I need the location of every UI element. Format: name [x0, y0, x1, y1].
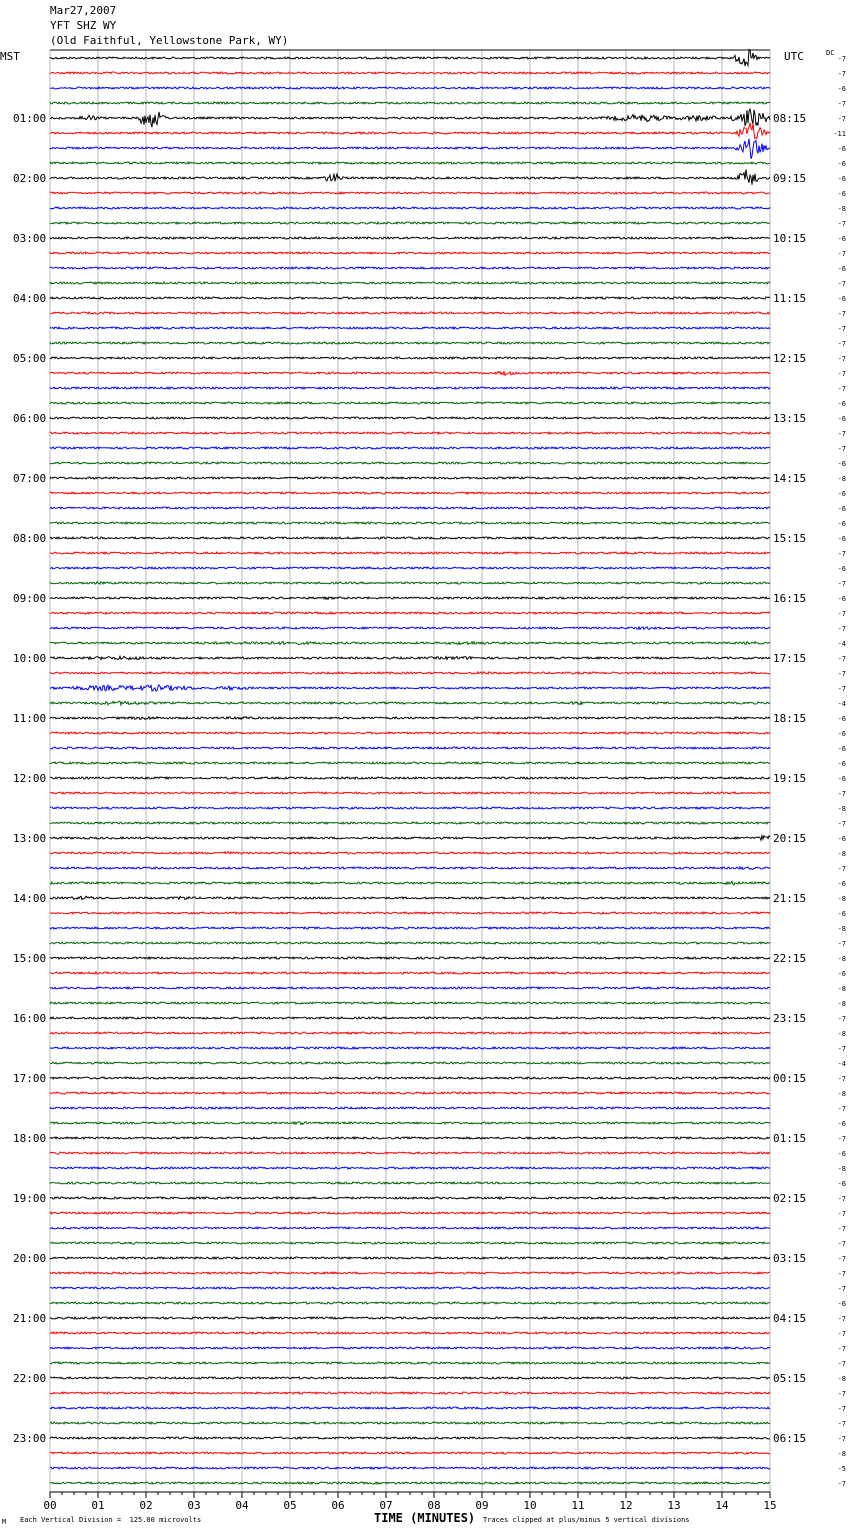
dc-offset-22: -7 [837, 385, 846, 393]
dc-offset-75: -6 [837, 1180, 846, 1188]
trace-48 [50, 777, 770, 779]
dc-offset-33: -7 [837, 550, 846, 558]
x-tick-label: 03 [187, 1499, 201, 1512]
trace-71 [50, 1122, 770, 1125]
dc-offset-35: -7 [837, 580, 846, 588]
trace-19 [50, 342, 770, 344]
trace-6 [50, 139, 770, 159]
dc-offset-92: -7 [837, 1435, 846, 1443]
dc-offset-14: -6 [837, 265, 846, 273]
dc-offset-24: -6 [837, 415, 846, 423]
trace-80 [50, 1257, 770, 1259]
trace-34 [50, 567, 770, 569]
trace-70 [50, 1107, 770, 1109]
right-hour-label: 15:15 [773, 532, 807, 545]
dc-offset-89: -7 [837, 1390, 846, 1398]
dc-offset-27: -6 [837, 460, 846, 468]
trace-94 [50, 1467, 770, 1469]
trace-75 [50, 1182, 770, 1184]
dc-offset-30: -6 [837, 505, 846, 513]
trace-78 [50, 1227, 770, 1229]
dc-offset-62: -8 [837, 985, 846, 993]
dc-offset-87: -7 [837, 1360, 846, 1368]
dc-offset-1: -7 [837, 70, 846, 78]
dc-offset-38: -7 [837, 625, 846, 633]
right-hour-label: 08:15 [773, 112, 807, 125]
left-hour-label: 03:00 [13, 232, 47, 245]
dc-offset-17: -7 [837, 310, 846, 318]
seismic-traces [50, 50, 846, 1489]
clip-note: Traces clipped at plus/minus 5 vertical divisions [483, 1516, 690, 1524]
dc-offset-56: -8 [837, 895, 846, 903]
trace-90 [50, 1407, 770, 1409]
dc-offset-95: -7 [837, 1480, 846, 1488]
trace-42 [50, 685, 770, 691]
trace-29 [50, 492, 770, 494]
dc-offset-82: -7 [837, 1285, 846, 1293]
left-hour-label: 20:00 [13, 1252, 47, 1265]
trace-30 [50, 507, 770, 509]
right-hour-label: 04:15 [773, 1312, 807, 1325]
right-hour-label: 19:15 [773, 772, 807, 785]
dc-offset-31: -6 [837, 520, 846, 528]
right-hour-label: 00:15 [773, 1072, 807, 1085]
trace-55 [50, 881, 770, 885]
x-tick-label: 06 [331, 1499, 345, 1512]
left-timezone-label: MST [0, 50, 20, 63]
trace-76 [50, 1197, 770, 1199]
dc-offset-88: -8 [837, 1375, 846, 1383]
dc-offset-49: -7 [837, 790, 846, 798]
left-hour-label: 04:00 [13, 292, 47, 305]
trace-5 [50, 123, 770, 139]
x-tick-label: 00 [43, 1499, 57, 1512]
trace-41 [50, 672, 770, 674]
dc-offset-6: -6 [837, 145, 846, 153]
dc-offset-46: -6 [837, 745, 846, 753]
trace-53 [50, 852, 770, 855]
trace-39 [50, 641, 770, 644]
dc-offset-76: -7 [837, 1195, 846, 1203]
dc-offset-55: -6 [837, 880, 846, 888]
x-tick-label: 01 [91, 1499, 105, 1512]
right-hour-label: 18:15 [773, 712, 807, 725]
dc-offset-61: -6 [837, 970, 846, 978]
dc-offset-47: -6 [837, 760, 846, 768]
dc-offset-40: -7 [837, 655, 846, 663]
trace-89 [50, 1392, 770, 1394]
right-hour-label: 21:15 [773, 892, 807, 905]
dc-offset-45: -6 [837, 730, 846, 738]
dc-offset-63: -8 [837, 1000, 846, 1008]
dc-offset-54: -7 [837, 865, 846, 873]
trace-17 [50, 312, 770, 314]
trace-13 [50, 252, 770, 254]
trace-52 [50, 836, 770, 841]
trace-4 [50, 109, 770, 127]
x-axis-title: TIME (MINUTES) [374, 1511, 476, 1525]
trace-72 [50, 1137, 770, 1139]
trace-46 [50, 747, 770, 749]
left-hour-label: 15:00 [13, 952, 47, 965]
trace-69 [50, 1092, 770, 1094]
x-tick-label: 04 [235, 1499, 249, 1512]
dc-offset-90: -7 [837, 1405, 846, 1413]
trace-63 [50, 1002, 770, 1004]
left-hour-label: 17:00 [13, 1072, 47, 1085]
trace-73 [50, 1152, 770, 1154]
dc-offset-16: -6 [837, 295, 846, 303]
left-hour-label: 14:00 [13, 892, 47, 905]
dc-offset-10: -8 [837, 205, 846, 213]
left-hour-label: 08:00 [13, 532, 47, 545]
dc-offset-9: -6 [837, 190, 846, 198]
trace-2 [50, 87, 770, 89]
dc-offset-18: -7 [837, 325, 846, 333]
dc-offset-70: -7 [837, 1105, 846, 1113]
right-hour-label: 05:15 [773, 1372, 807, 1385]
dc-offset-93: -8 [837, 1450, 846, 1458]
dc-offset-29: -6 [837, 490, 846, 498]
trace-83 [50, 1302, 770, 1304]
scale-note: Each Vertical Division = 125.00 microvolts [20, 1516, 202, 1524]
left-hour-label: 21:00 [13, 1312, 47, 1325]
dc-offset-65: -8 [837, 1030, 846, 1038]
left-hour-label: 11:00 [13, 712, 47, 725]
trace-60 [50, 957, 770, 959]
dc-offset-41: -7 [837, 670, 846, 678]
trace-77 [50, 1212, 770, 1214]
dc-offset-15: -7 [837, 280, 846, 288]
trace-58 [50, 927, 770, 929]
trace-66 [50, 1047, 770, 1049]
dc-offset-57: -6 [837, 910, 846, 918]
trace-81 [50, 1272, 770, 1274]
corner-mark: M [2, 1518, 7, 1526]
dc-offset-26: -7 [837, 445, 846, 453]
trace-15 [50, 282, 770, 284]
dc-offset-39: -4 [837, 640, 846, 648]
trace-64 [50, 1017, 770, 1019]
dc-offset-60: -8 [837, 955, 846, 963]
dc-offset-37: -7 [837, 610, 846, 618]
right-hour-label: 01:15 [773, 1132, 807, 1145]
right-hour-label: 17:15 [773, 652, 807, 665]
dc-offset-91: -7 [837, 1420, 846, 1428]
dc-offset-71: -6 [837, 1120, 846, 1128]
left-hour-label: 18:00 [13, 1132, 47, 1145]
dc-offset-74: -8 [837, 1165, 846, 1173]
trace-28 [50, 477, 770, 479]
x-tick-label: 14 [715, 1499, 729, 1512]
right-hour-label: 09:15 [773, 172, 807, 185]
dc-offset-4: -7 [837, 115, 846, 123]
dc-offset-59: -7 [837, 940, 846, 948]
trace-67 [50, 1062, 770, 1064]
trace-25 [50, 432, 770, 434]
trace-74 [50, 1167, 770, 1169]
trace-24 [50, 417, 770, 419]
header-location: (Old Faithful, Yellowstone Park, WY) [50, 34, 289, 47]
dc-offset-44: -6 [837, 715, 846, 723]
trace-22 [50, 387, 770, 389]
dc-offset-67: -4 [837, 1060, 846, 1068]
left-hour-label: 02:00 [13, 172, 47, 185]
right-hour-label: 12:15 [773, 352, 807, 365]
trace-37 [50, 612, 770, 614]
trace-93 [50, 1452, 770, 1454]
header-station: YFT SHZ WY [50, 19, 117, 32]
dc-offset-69: -8 [837, 1090, 846, 1098]
dc-offset-94: -5 [837, 1465, 846, 1473]
trace-62 [50, 987, 770, 989]
right-hour-label: 06:15 [773, 1432, 807, 1445]
dc-offset-0: -7 [837, 55, 846, 63]
dc-offset-73: -6 [837, 1150, 846, 1158]
dc-offset-20: -7 [837, 355, 846, 363]
dc-offset-34: -6 [837, 565, 846, 573]
x-tick-label: 13 [667, 1499, 681, 1512]
dc-offset-13: -7 [837, 250, 846, 258]
x-tick-label: 07 [379, 1499, 393, 1512]
dc-offset-79: -7 [837, 1240, 846, 1248]
trace-1 [50, 72, 770, 74]
dc-offset-86: -7 [837, 1345, 846, 1353]
dc-offset-58: -8 [837, 925, 846, 933]
trace-12 [50, 237, 770, 239]
x-tick-label: 15 [763, 1499, 777, 1512]
right-hour-label: 02:15 [773, 1192, 807, 1205]
trace-57 [50, 912, 770, 914]
trace-10 [50, 207, 770, 209]
dc-offset-72: -7 [837, 1135, 846, 1143]
dc-offset-19: -7 [837, 340, 846, 348]
trace-35 [50, 582, 770, 584]
x-tick-label: 10 [523, 1499, 537, 1512]
dc-offset-52: -6 [837, 835, 846, 843]
left-hour-label: 22:00 [13, 1372, 47, 1385]
dc-offset-8: -6 [837, 175, 846, 183]
dc-offset-81: -7 [837, 1270, 846, 1278]
dc-offset-77: -7 [837, 1210, 846, 1218]
dc-offset-25: -7 [837, 430, 846, 438]
right-hour-label: 10:15 [773, 232, 807, 245]
dc-offset-3: -7 [837, 100, 846, 108]
trace-68 [50, 1077, 770, 1079]
left-hour-label: 01:00 [13, 112, 47, 125]
dc-offset-80: -7 [837, 1255, 846, 1263]
trace-8 [50, 169, 770, 184]
trace-16 [50, 297, 770, 299]
trace-21 [50, 372, 770, 376]
right-hour-label: 03:15 [773, 1252, 807, 1265]
trace-31 [50, 522, 770, 524]
x-tick-label: 05 [283, 1499, 297, 1512]
trace-45 [50, 732, 770, 734]
trace-23 [50, 402, 770, 404]
dc-offset-11: -7 [837, 220, 846, 228]
trace-3 [50, 102, 770, 104]
trace-32 [50, 537, 770, 539]
trace-47 [50, 762, 770, 764]
right-hour-label: 14:15 [773, 472, 807, 485]
trace-59 [50, 942, 770, 944]
trace-95 [50, 1482, 770, 1484]
dc-offset-23: -6 [837, 400, 846, 408]
dc-label: DC [826, 49, 835, 57]
left-hour-label: 07:00 [13, 472, 47, 485]
trace-51 [50, 822, 770, 824]
trace-26 [50, 447, 770, 449]
trace-85 [50, 1332, 770, 1334]
right-hour-label: 22:15 [773, 952, 807, 965]
minute-gridlines [50, 50, 770, 1492]
dc-offset-36: -6 [837, 595, 846, 603]
dc-offset-68: -7 [837, 1075, 846, 1083]
dc-offset-51: -7 [837, 820, 846, 828]
trace-49 [50, 792, 770, 794]
trace-56 [50, 896, 770, 899]
left-hour-label: 19:00 [13, 1192, 47, 1205]
trace-91 [50, 1422, 770, 1424]
trace-84 [50, 1317, 770, 1319]
trace-20 [50, 357, 770, 359]
dc-offset-42: -7 [837, 685, 846, 693]
trace-7 [50, 162, 770, 164]
dc-offset-28: -8 [837, 475, 846, 483]
dc-offset-21: -7 [837, 370, 846, 378]
left-hour-label: 23:00 [13, 1432, 47, 1445]
x-tick-label: 02 [139, 1499, 153, 1512]
trace-0 [50, 50, 770, 67]
trace-50 [50, 807, 770, 809]
x-tick-label: 12 [619, 1499, 633, 1512]
x-axis [43, 1492, 776, 1512]
right-timezone-label: UTC [784, 50, 804, 63]
dc-offset-5: -11 [833, 130, 846, 138]
dc-offset-32: -6 [837, 535, 846, 543]
dc-offset-64: -7 [837, 1015, 846, 1023]
left-hour-label: 12:00 [13, 772, 47, 785]
right-hour-label: 16:15 [773, 592, 807, 605]
trace-11 [50, 222, 770, 224]
dc-offset-12: -6 [837, 235, 846, 243]
trace-40 [50, 656, 770, 659]
dc-offset-50: -8 [837, 805, 846, 813]
left-hour-label: 10:00 [13, 652, 47, 665]
trace-44 [50, 717, 770, 720]
x-tick-label: 11 [571, 1499, 585, 1512]
left-hour-label: 06:00 [13, 412, 47, 425]
dc-offset-53: -8 [837, 850, 846, 858]
trace-38 [50, 627, 770, 630]
trace-65 [50, 1032, 770, 1034]
dc-offset-66: -7 [837, 1045, 846, 1053]
dc-offset-85: -7 [837, 1330, 846, 1338]
x-tick-label: 08 [427, 1499, 441, 1512]
left-hour-label: 05:00 [13, 352, 47, 365]
trace-92 [50, 1437, 770, 1439]
trace-9 [50, 192, 770, 194]
right-hour-label: 23:15 [773, 1012, 807, 1025]
right-hour-label: 13:15 [773, 412, 807, 425]
trace-87 [50, 1362, 770, 1364]
left-hour-label: 16:00 [13, 1012, 47, 1025]
trace-86 [50, 1347, 770, 1349]
trace-27 [50, 462, 770, 464]
dc-offset-48: -6 [837, 775, 846, 783]
left-hour-label: 09:00 [13, 592, 47, 605]
header-date: Mar27,2007 [50, 4, 117, 17]
dc-offset-43: -4 [837, 700, 846, 708]
trace-14 [50, 267, 770, 269]
trace-33 [50, 552, 770, 554]
dc-offset-84: -7 [837, 1315, 846, 1323]
dc-offset-83: -6 [837, 1300, 846, 1308]
right-hour-label: 20:15 [773, 832, 807, 845]
dc-offset-78: -7 [837, 1225, 846, 1233]
x-tick-label: 09 [475, 1499, 489, 1512]
trace-61 [50, 972, 770, 974]
trace-54 [50, 867, 770, 870]
trace-88 [50, 1377, 770, 1379]
dc-offset-2: -6 [837, 85, 846, 93]
dc-offset-7: -6 [837, 160, 846, 168]
right-hour-label: 11:15 [773, 292, 807, 305]
trace-36 [50, 597, 770, 599]
trace-79 [50, 1242, 770, 1244]
trace-43 [50, 701, 770, 705]
left-hour-label: 13:00 [13, 832, 47, 845]
trace-18 [50, 327, 770, 329]
trace-82 [50, 1287, 770, 1289]
